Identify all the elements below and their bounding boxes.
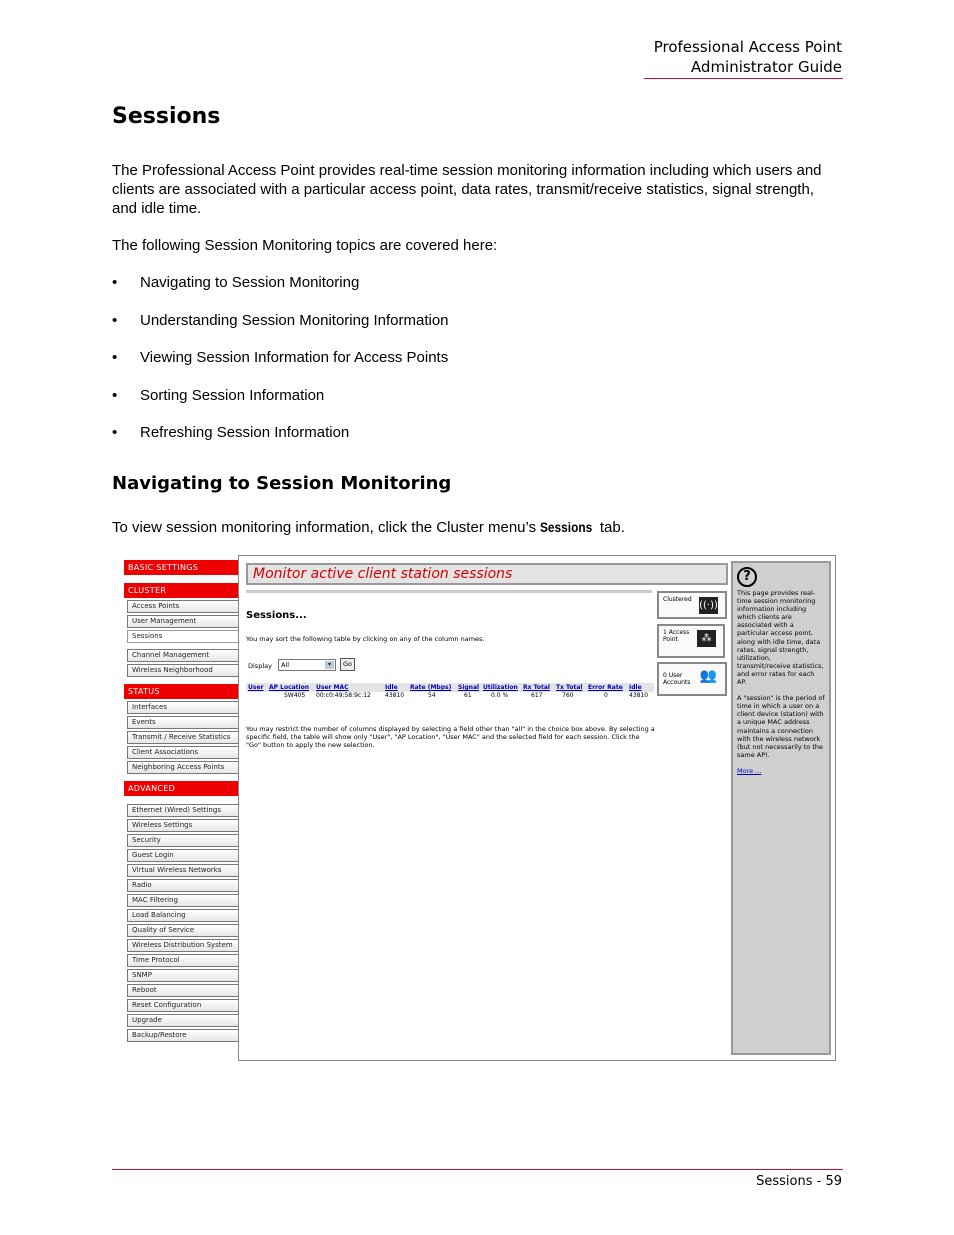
cell-tx-total: 760 xyxy=(562,692,574,699)
nav-item-guest-login[interactable]: Guest Login xyxy=(127,849,239,862)
bullet-marker: • xyxy=(112,274,118,291)
col-error-rate[interactable]: Error Rate xyxy=(588,684,623,691)
nav-item-backup-restore[interactable]: Backup/Restore xyxy=(127,1029,239,1042)
bullet-marker: • xyxy=(112,387,118,404)
intro-paragraph: The Professional Access Point provides real-time session monitoring information including which users and clients are associated with a particular access point, data rates, transmit/receive statistics, signal strength, and idle time. xyxy=(112,162,822,217)
header-line-1: Professional Access Point xyxy=(653,38,842,56)
header-line-2: Administrator Guide xyxy=(690,58,842,76)
nav-item-wds[interactable]: Wireless Distribution System xyxy=(127,939,239,952)
section-title: Sessions xyxy=(112,104,221,129)
users-icon: 👥 xyxy=(699,668,718,684)
nav-item-neighboring-aps[interactable]: Neighboring Access Points xyxy=(127,761,239,774)
bullet-marker: • xyxy=(112,424,118,441)
user-accounts-button[interactable] xyxy=(657,662,727,696)
nav-item-virtual-wireless-networks[interactable]: Virtual Wireless Networks xyxy=(127,864,239,877)
nav-item-reset-configuration[interactable]: Reset Configuration xyxy=(127,999,239,1012)
nav-advanced[interactable]: ADVANCED xyxy=(124,781,239,796)
bullet-marker: • xyxy=(112,349,118,366)
bullet-marker: • xyxy=(112,312,118,329)
col-utilization[interactable]: Utilization xyxy=(483,684,518,691)
col-user[interactable]: User xyxy=(248,684,264,691)
nav-item-radio[interactable]: Radio xyxy=(127,879,239,892)
sessions-keyword: Sessions xyxy=(540,519,593,535)
restrict-note: You may restrict the number of columns displayed by selecting a field other than "all" in the choice box above. By selecting a specific field, the table will show only "User", "AP Location", "User MAC" and the selected field for each session. Click the "Go" button to apply the new selection. xyxy=(246,725,655,750)
nav-item-quality-of-service[interactable]: Quality of Service xyxy=(127,924,239,937)
sort-note: You may sort the following table by clicking on any of the column names. xyxy=(246,635,485,643)
col-signal[interactable]: Signal xyxy=(458,684,480,691)
subsection-title: Navigating to Session Monitoring xyxy=(112,473,452,494)
nav-item-ethernet-settings[interactable]: Ethernet (Wired) Settings xyxy=(127,804,239,817)
nav-cluster[interactable]: CLUSTER xyxy=(124,583,239,598)
nav-item-channel-management[interactable]: Channel Management xyxy=(127,649,239,662)
nav-item-sessions[interactable]: Sessions xyxy=(127,630,239,643)
col-idle[interactable]: Idle xyxy=(385,684,398,691)
clustered-label: Clustered xyxy=(663,596,692,603)
cell-utilization: 0.0 % xyxy=(491,692,509,699)
topics-intro: The following Session Monitoring topics are covered here: xyxy=(112,237,498,254)
col-rate[interactable]: Rate (Mbps) xyxy=(410,684,452,691)
col-ap-location[interactable]: AP Location xyxy=(269,684,309,691)
header-rule xyxy=(644,78,843,79)
nav-item-snmp[interactable]: SNMP xyxy=(127,969,239,982)
content-frame xyxy=(238,555,836,1061)
col-user-mac[interactable]: User MAC xyxy=(316,684,349,691)
nav-item-load-balancing[interactable]: Load Balancing xyxy=(127,909,239,922)
cell-idle-2: 43810 xyxy=(629,692,649,699)
nav-item-wireless-neighborhood[interactable]: Wireless Neighborhood xyxy=(127,664,239,677)
nav-item-client-associations[interactable]: Client Associations xyxy=(127,746,239,759)
nav-instruction: To view session monitoring information, click the Cluster menu’s Sessions tab. xyxy=(112,519,625,536)
nav-item-reboot[interactable]: Reboot xyxy=(127,984,239,997)
help-panel xyxy=(731,561,831,1055)
cell-idle: 43810 xyxy=(385,692,405,699)
access-point-label: 1 Access Point xyxy=(663,629,690,643)
nav-item-tx-rx-statistics[interactable]: Transmit / Receive Statistics xyxy=(127,731,239,744)
page-title-bar: Monitor active client station sessions xyxy=(246,563,728,585)
help-text-2: A "session" is the period of time in which a user on a client device (station) with a unique MAC address maintains a connection with the wireless network (but not necessarily to the same AP). xyxy=(737,694,825,759)
nav-item-time-protocol[interactable]: Time Protocol xyxy=(127,954,239,967)
display-select-value: All xyxy=(281,661,290,669)
nav-item-interfaces[interactable]: Interfaces xyxy=(127,701,239,714)
go-button[interactable]: Go xyxy=(340,658,355,671)
cell-user-mac: 00:c0:49:58:9c:12 xyxy=(316,692,371,699)
nav-basic-settings[interactable]: BASIC SETTINGS xyxy=(124,560,239,575)
help-text-1: This page provides real-time session monitoring information including which clients are associated with a particular access point, along with idle time, data rates, signal strength, utilization, transmit/receive statistics, and error rates for each AP. xyxy=(737,589,824,687)
display-select[interactable] xyxy=(278,659,336,671)
col-rx-total[interactable]: Rx Total xyxy=(523,684,550,691)
access-point-icon: ⁂ xyxy=(697,630,716,647)
sessions-screenshot xyxy=(123,555,836,1061)
nav-item-upgrade[interactable]: Upgrade xyxy=(127,1014,239,1027)
wireless-icon: ((·)) xyxy=(699,597,718,614)
nav-item-access-points[interactable]: Access Points xyxy=(127,600,239,613)
sessions-heading: Sessions... xyxy=(246,610,307,621)
nav-item-events[interactable]: Events xyxy=(127,716,239,729)
cell-ap-location: SW405 xyxy=(284,692,306,699)
clustered-button[interactable] xyxy=(657,591,727,619)
col-tx-total[interactable]: Tx Total xyxy=(556,684,583,691)
nav-status[interactable]: STATUS xyxy=(124,684,239,699)
content-divider xyxy=(246,590,652,593)
footer-rule xyxy=(112,1169,843,1170)
nav-item-mac-filtering[interactable]: MAC Filtering xyxy=(127,894,239,907)
help-more-link[interactable]: More ... xyxy=(737,766,762,775)
nav-item-user-management[interactable]: User Management xyxy=(127,615,239,628)
document-header xyxy=(654,37,842,77)
access-point-button[interactable] xyxy=(657,624,725,658)
user-accounts-label: 0 User Accounts xyxy=(663,672,691,686)
display-label: Display xyxy=(248,662,272,670)
nav-item-wireless-settings[interactable]: Wireless Settings xyxy=(127,819,239,832)
cell-rate: 54 xyxy=(428,692,436,699)
cell-signal: 61 xyxy=(464,692,472,699)
chevron-down-icon[interactable]: ▾ xyxy=(325,661,334,669)
page-footer: Sessions - 59 xyxy=(756,1174,842,1189)
cell-rx-total: 617 xyxy=(531,692,543,699)
col-idle-2[interactable]: Idle xyxy=(629,684,642,691)
cell-error-rate: 0 xyxy=(604,692,608,699)
nav-item-security[interactable]: Security xyxy=(127,834,239,847)
help-icon: ? xyxy=(737,567,757,587)
